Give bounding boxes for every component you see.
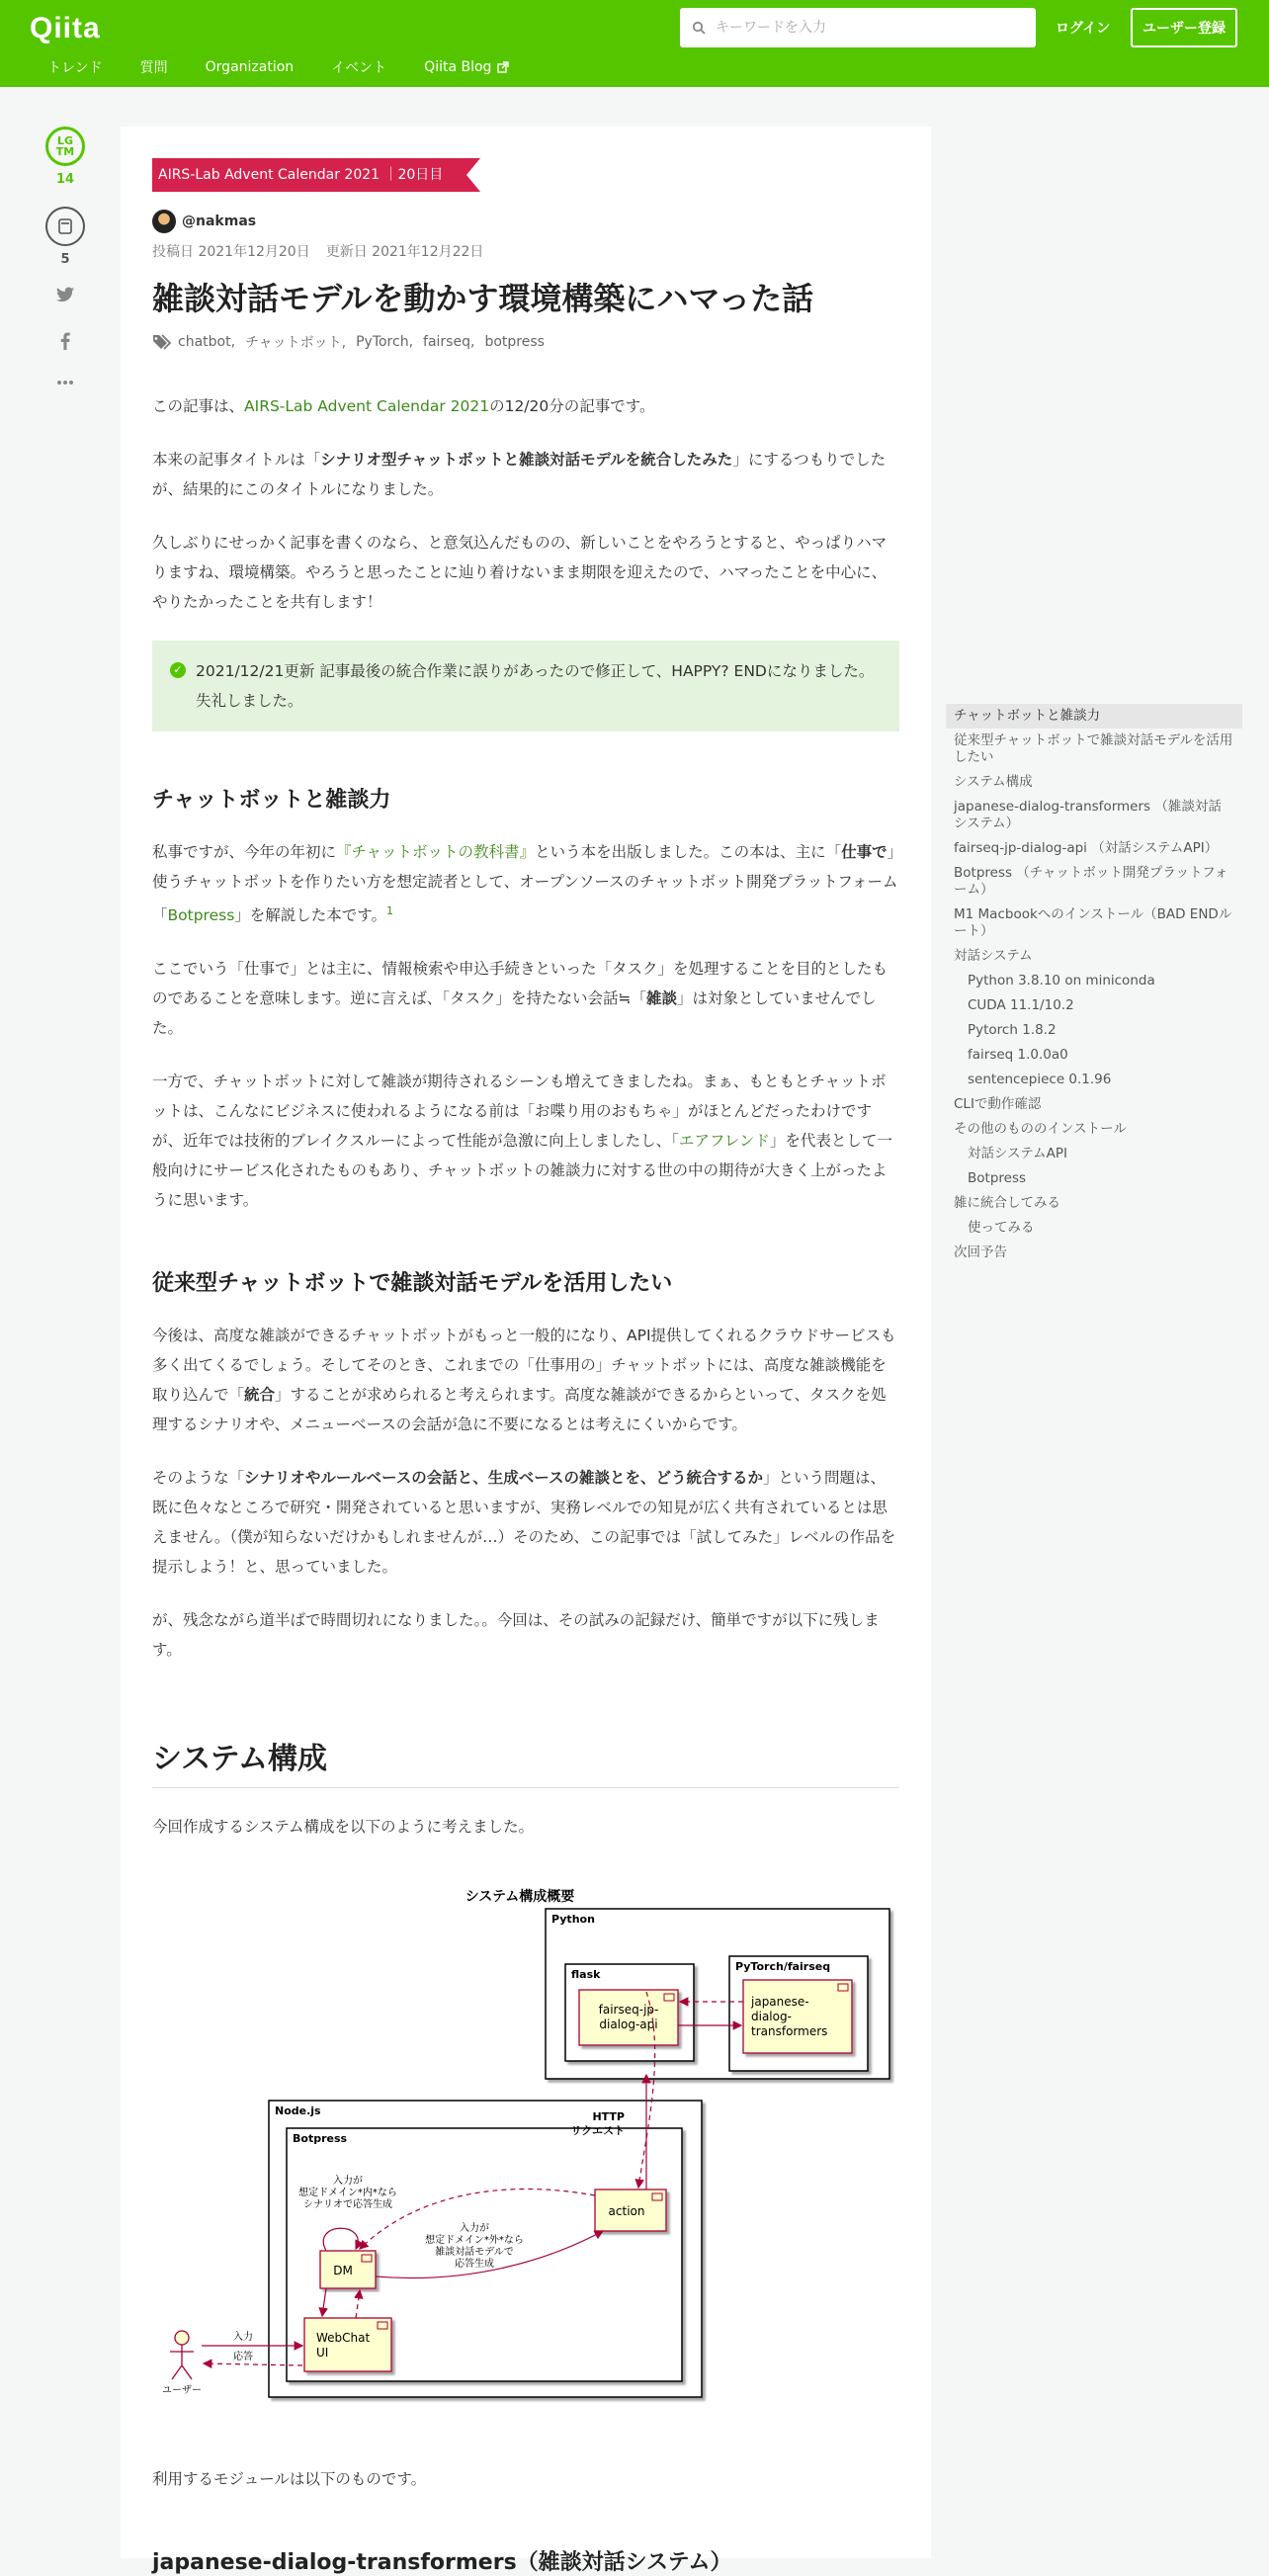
user-actor	[170, 2331, 194, 2379]
lgtm-button[interactable]	[45, 127, 85, 166]
paragraph: が、残念ながら道半ばで時間切れになりました。。今回は、その試みの記録だけ、簡単ですが以下に残します。	[152, 1611, 880, 1660]
footnote-ref[interactable]: 1	[386, 904, 394, 917]
stock-button[interactable]	[45, 207, 85, 246]
out-domain-text3: 雑談対話モデルで	[435, 2247, 514, 2259]
diagram-title: システム構成概要	[465, 1889, 575, 1906]
author-avatar[interactable]	[152, 210, 176, 233]
toc-item[interactable]: 対話システム	[954, 948, 1033, 964]
paragraph: 今回作成するシステム構成を以下のように考えました。	[152, 1818, 534, 1837]
toc-item[interactable]: 従来型チャットボットで雑談対話モデルを活用したい	[954, 732, 1233, 765]
article-dates	[152, 241, 899, 261]
advent-calendar-ribbon[interactable]: AIRS-Lab Advent Calendar 2021 ｜20日目	[152, 158, 466, 192]
toc-item[interactable]: その他のもののインストール	[954, 1121, 1127, 1137]
dm-text: DM	[333, 2264, 353, 2278]
airfriend-link[interactable]: エアフレンド	[678, 1132, 770, 1151]
intro-paragraph: この記事は、AIRS-Lab Advent Calendar 2021の12/20分の記事です。	[152, 397, 655, 415]
section-heading: 従来型チャットボットで雑談対話モデルを活用したい	[152, 1271, 673, 1297]
stock-count: 5	[60, 252, 70, 267]
search-input[interactable]	[716, 20, 1012, 36]
lgtm-label: LG TM	[55, 134, 75, 158]
external-link-icon	[497, 61, 509, 73]
section-heading: システム構成	[152, 1734, 899, 1788]
update-note: ✓ 2021/12/21更新 記事最後の統合作業に誤りがあったので修正して、HAPPY? ENDになりました。失礼しました。	[152, 641, 899, 731]
fairseq-api-text1: fairseq-jp-	[598, 2003, 659, 2018]
posted-date: 投稿日 2021年12月20日	[152, 244, 310, 260]
toc-subitem[interactable]: Botpress	[968, 1170, 1027, 1186]
user-text: ユーザー	[162, 2385, 202, 2397]
nav-qiita-blog[interactable]	[424, 57, 509, 77]
login-link[interactable]: ログイン	[1056, 21, 1111, 37]
folder-icon	[57, 217, 73, 235]
toc-item[interactable]: 雑に統合してみる	[954, 1195, 1060, 1211]
nav-organization[interactable]: Organization	[205, 59, 295, 75]
in-domain-text3: シナリオで応答生成	[303, 2199, 392, 2211]
facebook-share[interactable]	[60, 332, 70, 350]
webchat-text1: WebChat	[316, 2331, 371, 2346]
updated-date: 更新日 2021年12月22日	[325, 244, 484, 260]
qiita-logo[interactable]: Qiita	[30, 12, 101, 44]
system-diagram	[152, 1875, 899, 2429]
response-text: 応答	[233, 2352, 253, 2363]
in-domain-text2: 想定ドメイン*内*なら	[298, 2188, 397, 2199]
out-domain-text2: 想定ドメイン*外*なら	[425, 2235, 524, 2247]
toc-item[interactable]: Botpress （チャットボット開発プラットフォーム）	[954, 865, 1228, 898]
pytorch-label: PyTorch/fairseq	[735, 1960, 831, 1974]
author-name[interactable]: @nakmas	[182, 214, 257, 229]
paragraph: 本来の記事タイトルは「シナリオ型チャットボットと雑談対話モデルを統合したみた」にするつもりでしたが、結果的にこのタイトルになりました。	[152, 451, 887, 498]
tag-list	[152, 332, 899, 352]
out-domain-text1: 入力が	[460, 2223, 489, 2235]
toc-item[interactable]: japanese-dialog-transformers （雑談対話システム）	[954, 799, 1222, 831]
toc-subitem[interactable]: fairseq 1.0.0a0	[968, 1047, 1068, 1063]
in-domain-text1: 入力が	[333, 2176, 363, 2188]
out-domain-text4: 応答生成	[455, 2259, 494, 2271]
http-text1: HTTP	[592, 2110, 625, 2124]
jdt-text3: transformers	[751, 2024, 828, 2039]
nodejs-label: Node.js	[275, 2104, 321, 2118]
fairseq-api-text2: dialog-api	[599, 2018, 658, 2032]
nav-events[interactable]: イベント	[331, 60, 387, 76]
action-text: action	[608, 2204, 645, 2219]
book-link[interactable]: 『チャットボットの教科書』	[336, 843, 536, 861]
more-options[interactable]	[56, 380, 74, 386]
toc-subitem[interactable]: 使ってみる	[968, 1220, 1035, 1236]
search-icon	[692, 21, 706, 35]
paragraph: 一方で、チャットボットに対して雑談が期待されるシーンも増えてきましたね。まぁ、もともとチャットボットは、こんなにビジネスに使われるようになる前は「お喋り用のおもちゃ」がほとんどだったわけですが、近年では技術的ブレイクスルーによって性能が急激に向上しましたし、「エアフレンド」を代表として一般向けにサービス化されたものもあり、チャットボットの雑談力に対する世の中の期待が大きく上がったように思います。	[152, 1073, 892, 1210]
advent-calendar-link[interactable]: AIRS-Lab Advent Calendar 2021	[244, 397, 490, 415]
jdt-text1: japanese-	[751, 1995, 809, 2010]
table-of-contents	[946, 704, 1242, 1265]
section-heading: japanese-dialog-transformers（雑談対話システム）	[152, 2550, 732, 2576]
global-nav	[47, 57, 509, 77]
search-box[interactable]	[680, 8, 1036, 47]
paragraph: 私事ですが、今年の年初に『チャットボットの教科書』という本を出版しました。この本は、主に「仕事で」使うチャットボットを作りたい方を想定読者として、オープンソースのチャットボット開発プラットフォーム「Botpress」を解説した本です。$^1$	[152, 843, 898, 925]
toc-item[interactable]: システム構成	[954, 774, 1033, 790]
webchat-text2: UI	[316, 2346, 329, 2361]
paragraph: ここでいう「仕事で」とは主に、情報検索や申込手続きといった「タスク」を処理することを目的としたものであることを意味します。逆に言えば、「タスク」を持たない会話≒「雑談」は対象としていませんでした。	[152, 960, 888, 1038]
paragraph: 今後は、高度な雑談ができるチャットボットがもっと一般的になり、API提供してくれるクラウドサービスも多く出てくるでしょう。そしてそのとき、これまでの「仕事用の」チャットボットには、高度な雑談機能を取り込んで「統合」することが求められると考えられます。高度な雑談ができるからといって、タスクを処理するシナリオや、メニューベースの会話が急に不要になるとは考えにくいからです。	[152, 1327, 896, 1434]
tag-chatbot-jp[interactable]: チャットボット,	[245, 335, 347, 351]
toc-subitem[interactable]: Pytorch 1.8.2	[968, 1022, 1057, 1038]
more-dots-icon	[56, 380, 74, 386]
tag-icon	[152, 334, 174, 350]
check-icon: ✓	[170, 662, 186, 678]
input-text: 入力	[233, 2332, 253, 2344]
paragraph: 久しぶりにせっかく記事を書くのなら、と意気込んだものの、新しいことをやろうとすると、やっぱりハマりますね、環境構築。やろうと思ったことに辿り着けないまま期限を迎えたので、ハマったことを中心に、やりたかったことを共有します！	[152, 534, 888, 611]
jdt-text2: dialog-	[751, 2010, 792, 2024]
signup-button[interactable]: ユーザー登録	[1131, 8, 1237, 47]
toc-item[interactable]: M1 Macbookへのインストール（BAD ENDルート）	[954, 906, 1232, 939]
toc-subitem[interactable]: Python 3.8.10 on miniconda	[968, 973, 1155, 988]
http-text2: リクエスト	[570, 2124, 625, 2138]
toc-item[interactable]: CLIで動作確認	[954, 1096, 1042, 1112]
section-heading: チャットボットと雑談力	[152, 788, 391, 813]
toc-subitem[interactable]: 対話システムAPI	[968, 1146, 1068, 1161]
paragraph: 利用するモジュールは以下のものです。	[152, 2470, 427, 2489]
python-label: Python	[551, 1913, 595, 1927]
system-architecture-diagram	[152, 1875, 899, 2429]
botpress-link[interactable]: Botpress	[167, 906, 235, 925]
toc-item[interactable]: 次回予告	[954, 1245, 1007, 1260]
paragraph: そのような「シナリオやルールベースの会話と、生成ベースの雑談とを、どう統合するか」という問題は、既に色々なところで研究・開発されていると思いますが、実務レベルでの知見が広く共有されているとは思えません。（僕が知らないだけかもしれませんが…）そのため、この記事では「試してみた」レベルの作品を提示しよう！と、思っていました。	[152, 1469, 896, 1577]
nav-questions[interactable]: 質問	[139, 60, 168, 76]
article-title: 雑談対話モデルを動かす環境構築にハマった話	[152, 280, 814, 317]
twitter-icon	[56, 287, 74, 302]
nav-trend[interactable]: トレンド	[47, 60, 103, 76]
toc-subitem[interactable]: sentencepiece 0.1.96	[968, 1072, 1112, 1087]
toc-subitem[interactable]: CUDA 11.1/10.2	[968, 997, 1074, 1013]
flask-label: flask	[571, 1968, 601, 1982]
facebook-icon	[60, 332, 70, 350]
author-block[interactable]	[152, 210, 899, 233]
article-card	[121, 127, 931, 2576]
twitter-share[interactable]	[56, 287, 74, 302]
nav-qiita-blog-label: Qiita Blog	[424, 59, 492, 75]
tag-botpress[interactable]: botpress	[484, 334, 545, 350]
tag-chatbot[interactable]: chatbot,	[178, 334, 236, 350]
article-actions	[43, 127, 87, 415]
lgtm-count: 14	[55, 172, 75, 187]
global-header	[0, 0, 1269, 87]
tag-fairseq[interactable]: fairseq,	[423, 334, 475, 350]
botpress-label: Botpress	[293, 2132, 348, 2146]
toc-item[interactable]: チャットボットと雑談力	[946, 704, 1242, 729]
toc-item[interactable]: fairseq-jp-dialog-api （対話システムAPI）	[954, 840, 1219, 856]
tag-pytorch[interactable]: PyTorch,	[356, 334, 414, 350]
article-body	[152, 391, 899, 2576]
